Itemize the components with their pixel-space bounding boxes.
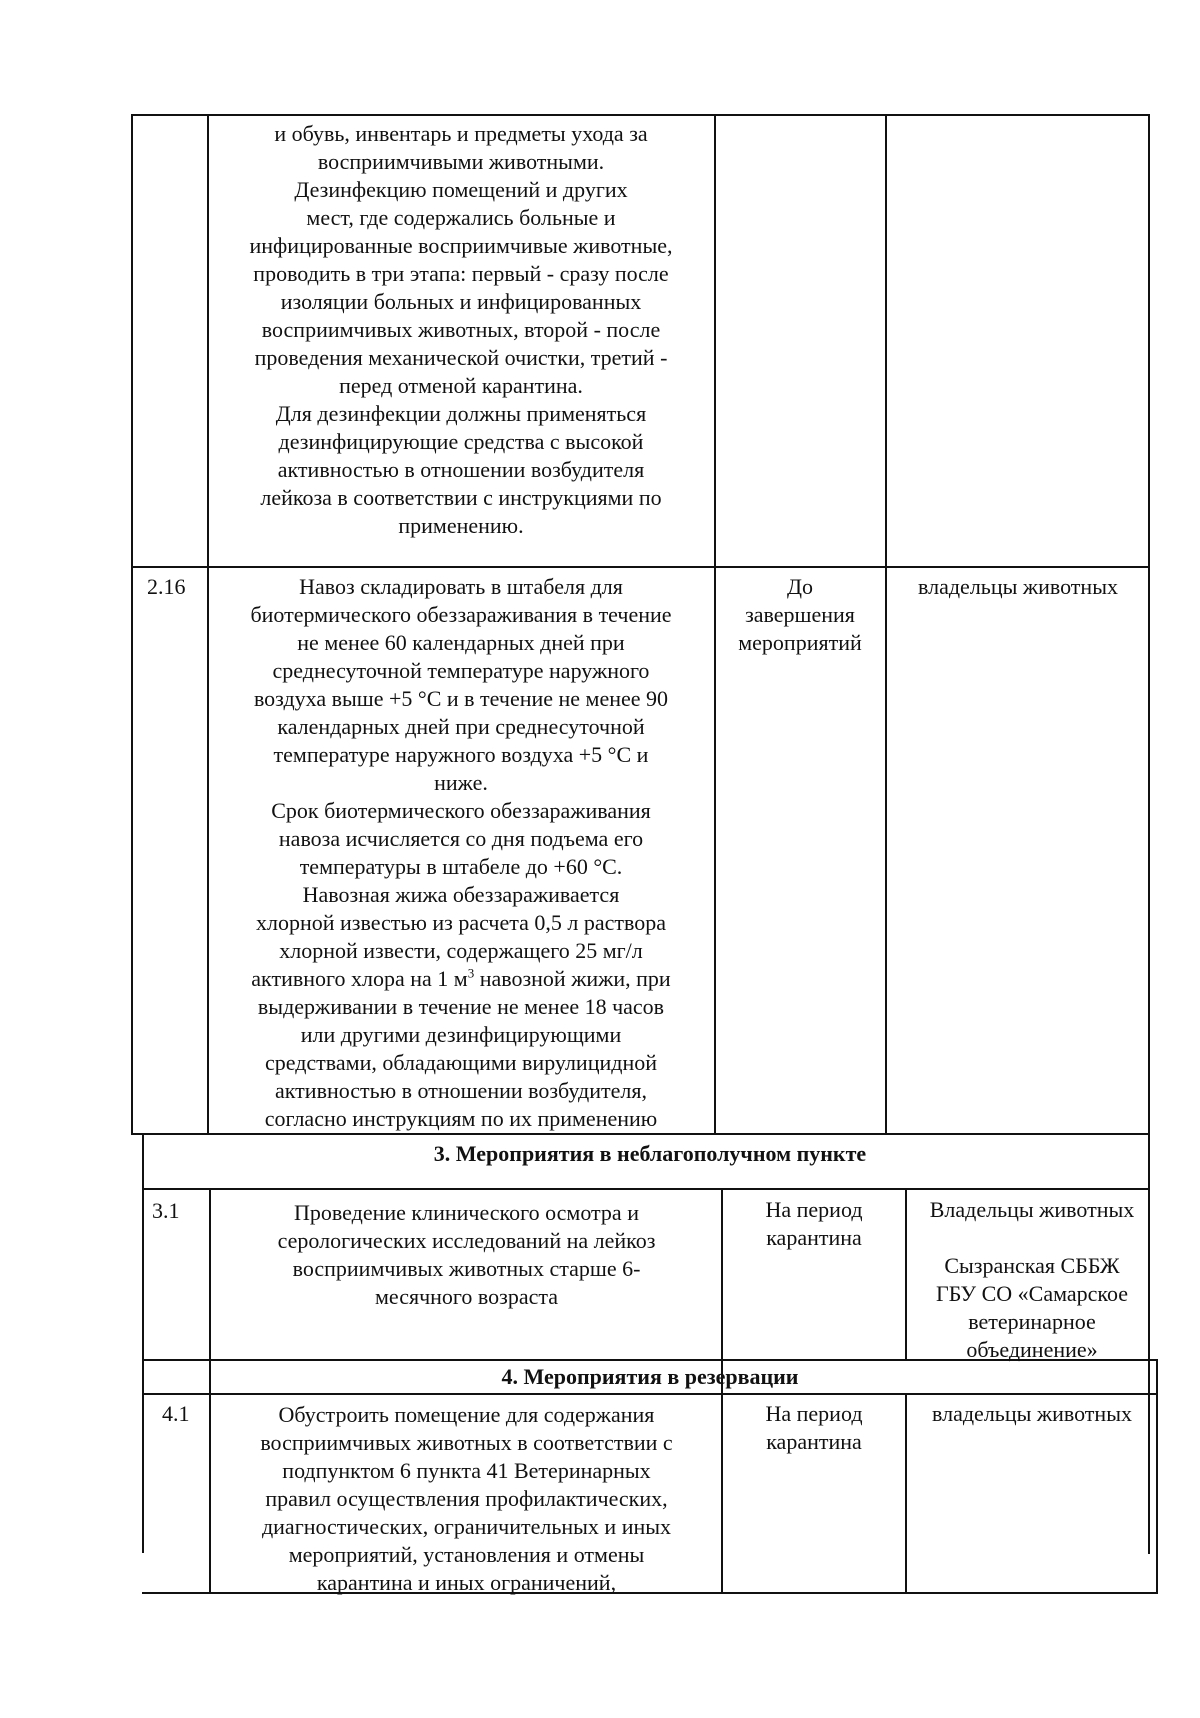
superscript: 3 [467,965,475,981]
text-line: объединение» [966,1337,1098,1362]
column-divider-3-r31 [905,1188,907,1359]
text-line: согласно инструкциям по их применению [264,1106,658,1131]
row-4-1-responsible: владельцы животных [932,1401,1132,1426]
text-line: ниже. [434,770,488,795]
text-line: ветеринарное [968,1309,1096,1334]
text-line: дезинфицирующие средства с высокой [278,429,644,454]
text-line: и обувь, инвентарь и предметы ухода за [274,121,648,146]
text-line: воздуха выше +5 °С и в течение не менее 90 [253,686,669,711]
text-line: восприимчивых животных в соответствии с [260,1430,673,1455]
text-line: температуре наружного воздуха +5 °С и [273,742,649,767]
text-line: Для дезинфекции должны применяться [275,401,647,426]
text-line: диагностических, ограничительных и иных [261,1514,672,1539]
row-number-2-16: 2.16 [147,574,186,599]
text-line: не менее 60 календарных дней при [297,630,625,655]
text-fragment: активного хлора на 1 м [251,966,468,991]
section-3-left [142,1133,144,1553]
row-separator-4-1 [142,1393,1157,1395]
row-3-1-deadline [725,1196,903,1252]
text-line: До [786,574,813,599]
text-line: активностью в отношении возбудителя [277,457,645,482]
top-block-text [212,120,710,540]
row-number-4-1: 4.1 [162,1401,190,1426]
column-divider-3 [885,114,887,1134]
row-separator-section-3 [131,1133,1149,1135]
row-separator-2-16 [131,566,1149,568]
text-line: восприимчивых животных старше 6- [292,1256,641,1281]
text-line: изоляции больных и инфицированных [280,289,642,314]
text-line: биотермического обеззараживания в течение [250,602,672,627]
text-line: средствами, обладающими вирулицидной [264,1050,657,1075]
text-line: карантина [766,1225,862,1250]
text-line: среднесуточной температуре наружного [272,658,650,683]
text-line [212,965,710,993]
row-2-16-deadline [718,573,882,657]
column-divider-3-r41 [905,1393,907,1593]
row-separator-3-1 [142,1188,1149,1190]
text-line: подпунктом 6 пункта 41 Ветеринарных [282,1458,651,1483]
text-line: навоза исчисляется со дня подъема его [278,826,644,851]
text-line: или другими дезинфицирующими [300,1022,622,1047]
text-line: Сызранская СББЖ [944,1253,1120,1278]
text-line: Навоз складировать в штабеля для [299,574,623,599]
text-line: правил осуществления профилактических, [265,1486,668,1511]
text-line: перед отменой карантина. [339,373,583,398]
text-fragment: навозной жижи, при [479,966,671,991]
text-line: восприимчивых животных, второй - после [261,317,661,342]
text-line: выдерживании в течение не менее 18 часов [257,994,665,1019]
row-3-1-responsible [909,1196,1155,1364]
text-line: На период [765,1401,863,1426]
text-line: Дезинфекцию помещений и других [294,177,628,202]
section-3-heading: 3. Мероприятия в неблагополучном пункте [433,1141,867,1166]
text-line: Владельцы животных [929,1197,1135,1222]
text-line: мероприятий, установления и отмены [288,1542,645,1567]
text-line: карантина [766,1429,862,1454]
column-divider-1-r41 [209,1393,211,1593]
text-line: хлорной известью из расчета 0,5 л раствора [255,910,667,935]
row-2-16-text [212,573,710,1133]
text-line: Обустроить помещение для содержания [278,1402,655,1427]
row-4-1-deadline [725,1400,903,1456]
text-line: проведения механической очистки, третий - [254,345,668,370]
text-line: активностью в отношении возбудителя, [275,1078,647,1103]
text-line: инфицированные восприимчивые животные, [249,233,673,258]
text-line: проводить в три этапа: первый - сразу после [253,261,669,286]
section-4-heading: 4. Мероприятия в резервации [501,1364,799,1389]
text-line: карантина и иных ограничений, [316,1570,617,1595]
text-line: календарных дней при среднесуточной [277,714,645,739]
text-line: ГБУ СО «Самарское [935,1281,1129,1306]
column-divider-2-r41 [721,1393,723,1593]
text-line: Проведение клинического осмотра и [294,1200,639,1225]
text-line: температуры в штабеле до +60 °С. [299,854,623,879]
text-line: месячного возраста [374,1284,559,1309]
row-number-3-1: 3.1 [152,1198,180,1223]
row-2-16-responsible: владельцы животных [918,574,1118,599]
table-border-left [131,114,133,1134]
row-3-1-text [214,1199,719,1311]
text-line: завершения [745,602,855,627]
text-line: применению. [398,513,524,538]
text-line [909,1224,1155,1252]
text-line: На период [765,1197,863,1222]
text-line: серологических исследований на лейкоз [277,1228,656,1253]
column-divider-1 [207,114,209,1134]
text-line: хлорной извести, содержащего 25 мг/л [279,938,643,963]
table-border-top [131,114,1149,116]
text-line: мероприятий [738,630,862,655]
text-line: лейкоза в соответствии с инструкциями по [260,485,662,510]
column-divider-2 [714,114,716,1134]
text-line: Навозная жижа обеззараживается [302,882,620,907]
text-line: мест, где содержались больные и [306,205,616,230]
text-line: Срок биотермического обеззараживания [271,798,651,823]
row-4-1-text [214,1401,719,1597]
text-line: восприимчивыми животными. [317,149,605,174]
